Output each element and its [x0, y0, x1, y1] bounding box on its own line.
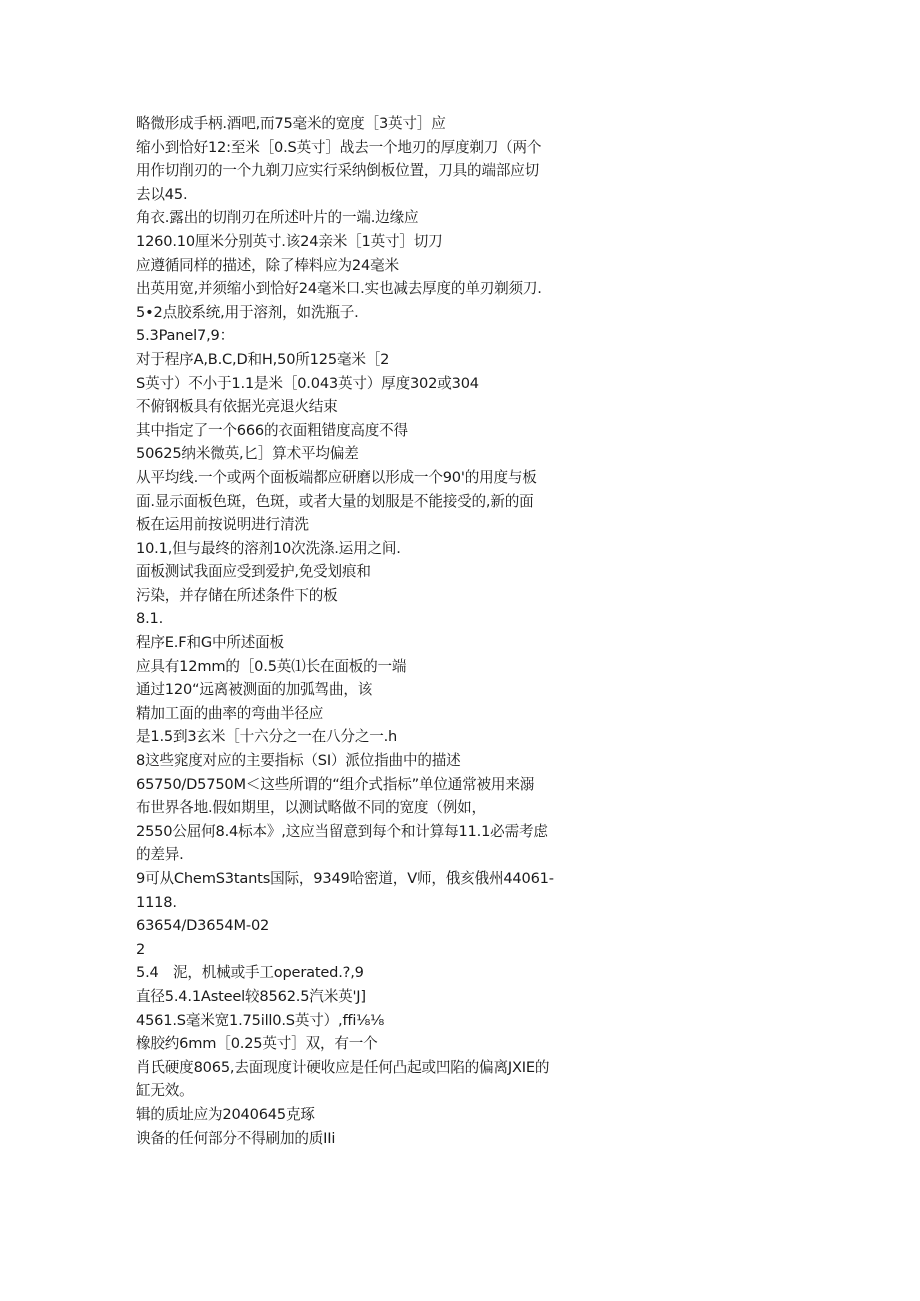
- text-line: 应遵循同样的描述，除了棒料应为24毫米: [136, 256, 399, 274]
- text-line: 用作切削刃的一个九剃刀应实行采纳倒板位置，刀具的端部应切: [136, 162, 540, 180]
- text-line: S英寸）不小于1.1是米［0.043英寸）厚度302或304: [136, 374, 479, 392]
- text-line: 其中指定了一个666的衣面粗错度高度不得: [136, 421, 408, 439]
- text-line: 缸无效。: [136, 1082, 194, 1100]
- text-line: 9可从ChemS3tants国际，9349哈密道，V师，俄亥俄州44061-: [136, 870, 554, 887]
- text-line: 不俯钢板具有依据光亮退火结束: [136, 398, 338, 416]
- text-line: 5.3Panel7,9：: [136, 327, 234, 345]
- text-line: 8这些窕度对应的主要指标（SI）派位指曲中的描述: [136, 752, 461, 770]
- text-line: 面.显示面板色斑，色斑，或者大量的划服是不能接受的,新的面: [136, 492, 534, 510]
- text-line: 8.1.: [136, 610, 164, 628]
- text-line: 从平均线.一个或两个面板端都应研磨以形成一个90'的用度与板: [136, 468, 537, 486]
- text-line: 直径5.4.1Asteel较8562.5汽米英'J]: [136, 987, 366, 1005]
- text-line: 角衣.露出的切削刃在所述叶片的一端.边缘应: [136, 209, 419, 227]
- text-line: 2550公屈何8.4标本》,这应当留意到每个和计算每11.1必需考虑: [136, 822, 548, 840]
- text-line: 1118.: [136, 893, 177, 911]
- text-line: 去以45.: [136, 185, 188, 203]
- text-line: 污染，并存储在所述条件下的板: [136, 586, 338, 604]
- text-line: 65750/D5750M＜这些所谓的“组介式指标”单位通常被用来溺: [136, 775, 535, 793]
- text-line: 肖氏硬度8065,去面现度计硬收应是任何凸起或凹陷的偏离JXIE的: [136, 1058, 550, 1076]
- text-line: 面板测试我面应受到爱护,免受划痕和: [136, 563, 371, 581]
- text-line: 4561.S毫米宽1.75ill0.S英寸）,ffi⅛⅛: [136, 1011, 385, 1029]
- text-line: 略微形成手柄.酒吧,而75毫米的宽度［3英寸］应: [136, 115, 446, 132]
- text-line: 出英用宽,并须缩小到恰好24毫米口.实也减去厚度的单刃剃须刀.: [136, 280, 542, 298]
- text-line: 10.1,但与最终的溶剂10次洗涤.运用之间.: [136, 539, 401, 557]
- text-line: 板在运用前按说明进行清洗: [136, 516, 309, 534]
- text-line: 5.4 泥，机械或手工operated.?,9: [136, 964, 364, 982]
- text-line: 布世界各地.假如期里，以测试略做不同的宽度（例如，: [136, 799, 486, 817]
- text-line: 63654/D3654M-02: [136, 917, 270, 935]
- text-line: 程序E.F和G中所述面板: [136, 634, 284, 652]
- document-body: [136, 112, 584, 1150]
- text-line: 谀备的任何部分不得刷加的质IIi: [136, 1129, 336, 1147]
- text-line: 的差异.: [136, 846, 184, 864]
- text-line: 应具有12mm的［0.5英⑴长在面板的一端: [136, 657, 407, 675]
- text-line: 缩小到恰好12:至米［0.S英寸］战去一个地刃的厚度剃刀（两个: [136, 138, 542, 156]
- text-line: 5•2点胶系统,用于溶剂，如洗瓶子.: [136, 303, 359, 321]
- text-line: 1260.10厘米分别英寸.该24亲米［1英寸］切刀: [136, 232, 443, 250]
- text-line: 2: [136, 940, 146, 958]
- text-line: 50625纳米微英,匕］算术平均偏差: [136, 445, 359, 463]
- text-line: 对于程序A,B.C,D和H,50所125毫米［2: [136, 350, 390, 368]
- text-line: 橡胶约6mm［0.25英寸］双，有一个: [136, 1035, 378, 1053]
- text-line: 通过120“远离被测面的加弧驾曲，该: [136, 681, 373, 699]
- text-line: 是1.5到3玄米［十六分之一在八分之一.h: [136, 728, 398, 746]
- text-line: 辑的质址应为2040645克琢: [136, 1105, 315, 1123]
- text-line: 精加工面的曲率的弯曲半径应: [136, 704, 324, 722]
